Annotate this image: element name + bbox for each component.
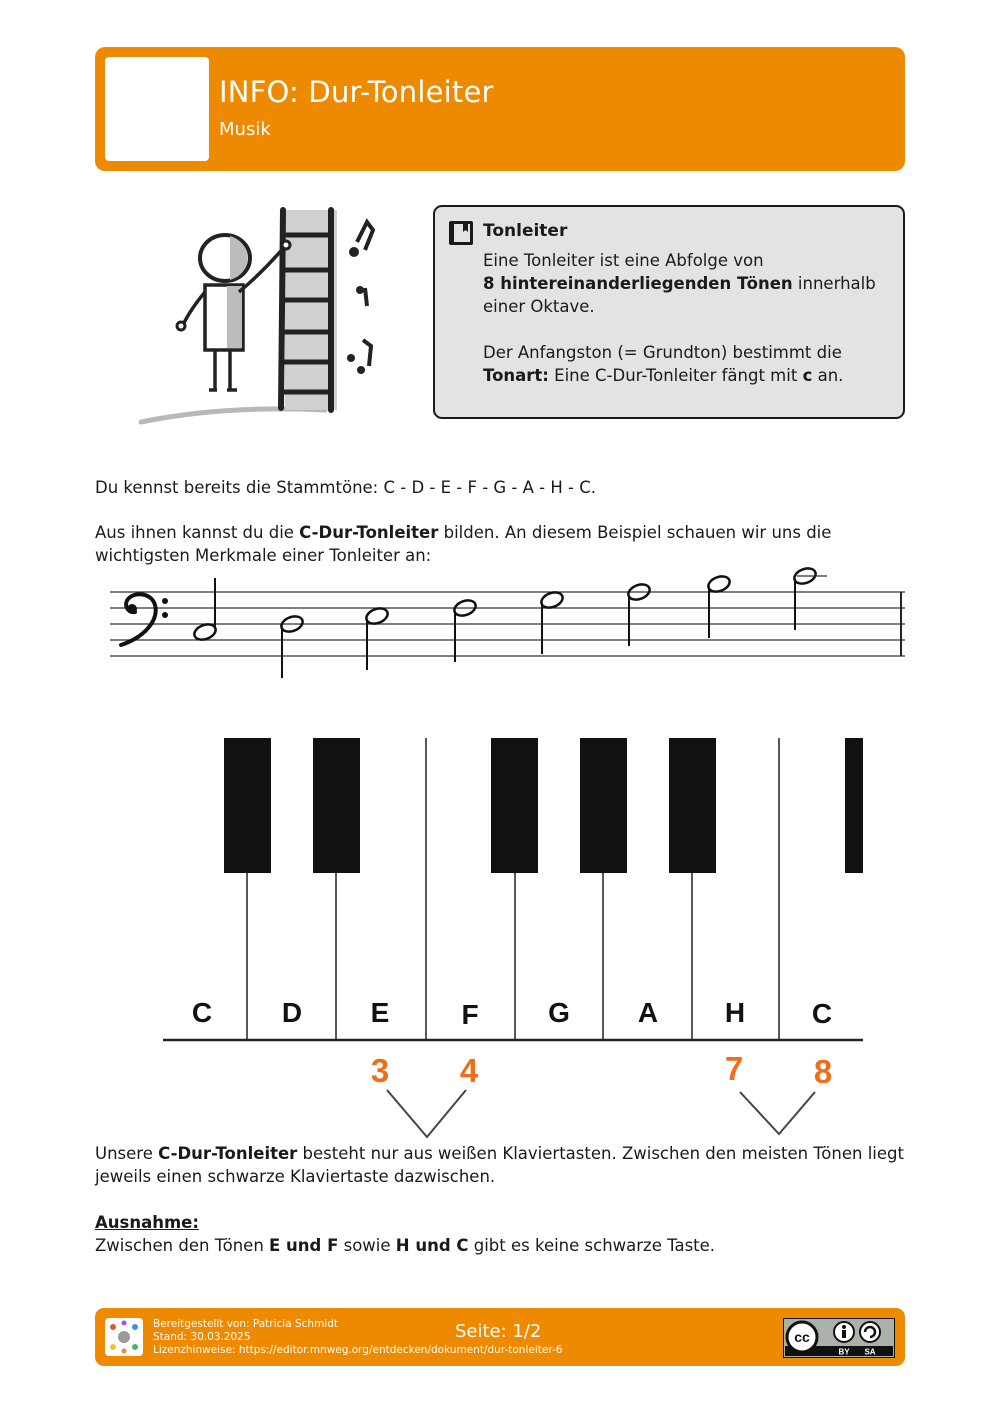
- scale-note: [192, 578, 217, 642]
- exception-heading: Ausnahme:: [95, 1213, 199, 1232]
- footer-bar: [95, 1308, 905, 1366]
- cc-sa-label: SA: [864, 1347, 876, 1357]
- svg-text:cc: cc: [794, 1329, 810, 1345]
- book-icon: [447, 219, 475, 247]
- black-key: [580, 738, 627, 873]
- page-number: Seite: 1/2: [455, 1321, 542, 1342]
- bass-clef-icon: [121, 594, 168, 645]
- definition-title: Tonleiter: [483, 221, 568, 241]
- black-key: [845, 738, 863, 873]
- provided-by: Bereitgestellt von: Patricia Schmidt: [153, 1318, 339, 1330]
- step-number-4: 4: [459, 1052, 479, 1089]
- header-logo-placeholder: [105, 57, 209, 161]
- scale-note: [706, 574, 731, 638]
- intro-text: Aus ihnen kannst du die C-Dur-Tonleiter bilden. An diesem Beispiel schauen wir uns die wichtigsten Merkmale einer Tonleiter an:: [95, 523, 832, 565]
- step-number-8: 8: [813, 1053, 833, 1090]
- stand-date: Stand: 30.03.2025: [153, 1331, 251, 1343]
- scale-note: [452, 598, 477, 662]
- step-number-7: 7: [724, 1050, 744, 1087]
- page-title: INFO: Dur-Tonleiter: [219, 75, 494, 109]
- mnweg-logo: [105, 1318, 143, 1356]
- exception-text: Zwischen den Tönen E und F sowie H und C gibt es keine schwarze Taste.: [95, 1236, 716, 1255]
- step-number-3: 3: [370, 1052, 390, 1089]
- ladder-figure-illustration: [135, 200, 395, 430]
- key-label-f: F: [461, 999, 479, 1030]
- scale-note: [539, 590, 564, 654]
- explanation-text: Unsere C-Dur-Tonleiter besteht nur aus weißen Klaviertasten. Zwischen den meisten Tönen liegt jeweils einen schwarze Klaviertaste dazwischen.: [95, 1144, 904, 1186]
- definition-box: [433, 205, 905, 419]
- key-label-h: H: [724, 997, 746, 1028]
- key-label-a: A: [637, 997, 659, 1028]
- black-key: [313, 738, 360, 873]
- cc-license-icon[interactable]: [783, 1318, 895, 1358]
- stammtoene-text: Du kennst bereits die Stammtöne: C - D - E - F - G - A - H - C.: [95, 478, 596, 497]
- scale-note: [279, 614, 304, 678]
- bass-clef-staff: [105, 565, 910, 685]
- black-key: [224, 738, 271, 873]
- half-step-marker-e-f: [387, 1090, 466, 1137]
- key-label-c: C: [191, 997, 213, 1028]
- key-label-e: E: [370, 997, 390, 1028]
- black-key: [669, 738, 716, 873]
- black-key: [491, 738, 538, 873]
- piano-keyboard: [155, 730, 875, 1140]
- key-label-g: G: [548, 997, 570, 1028]
- cc-by-label: BY: [838, 1347, 850, 1357]
- scale-note: [626, 582, 651, 646]
- header-banner: [95, 47, 905, 171]
- half-step-marker-h-c: [740, 1092, 815, 1134]
- key-label-d: D: [281, 997, 303, 1028]
- key-label-c-high: C: [811, 998, 833, 1029]
- subject-label: Musik: [219, 119, 271, 140]
- scale-note: [792, 566, 817, 630]
- scale-note: [364, 606, 389, 670]
- license-link[interactable]: Lizenzhinweise: https://editor.mnweg.org/entdecken/dokument/dur-tonleiter-6: [153, 1344, 563, 1356]
- definition-text: Eine Tonleiter ist eine Abfolge von 8 hintereinanderliegenden Tönen innerhalb einer Oktave. Der Anfangston (= Grundton) bestimmt die Tonart: Eine C-Dur-Tonleiter fängt mit c an.: [483, 251, 876, 385]
